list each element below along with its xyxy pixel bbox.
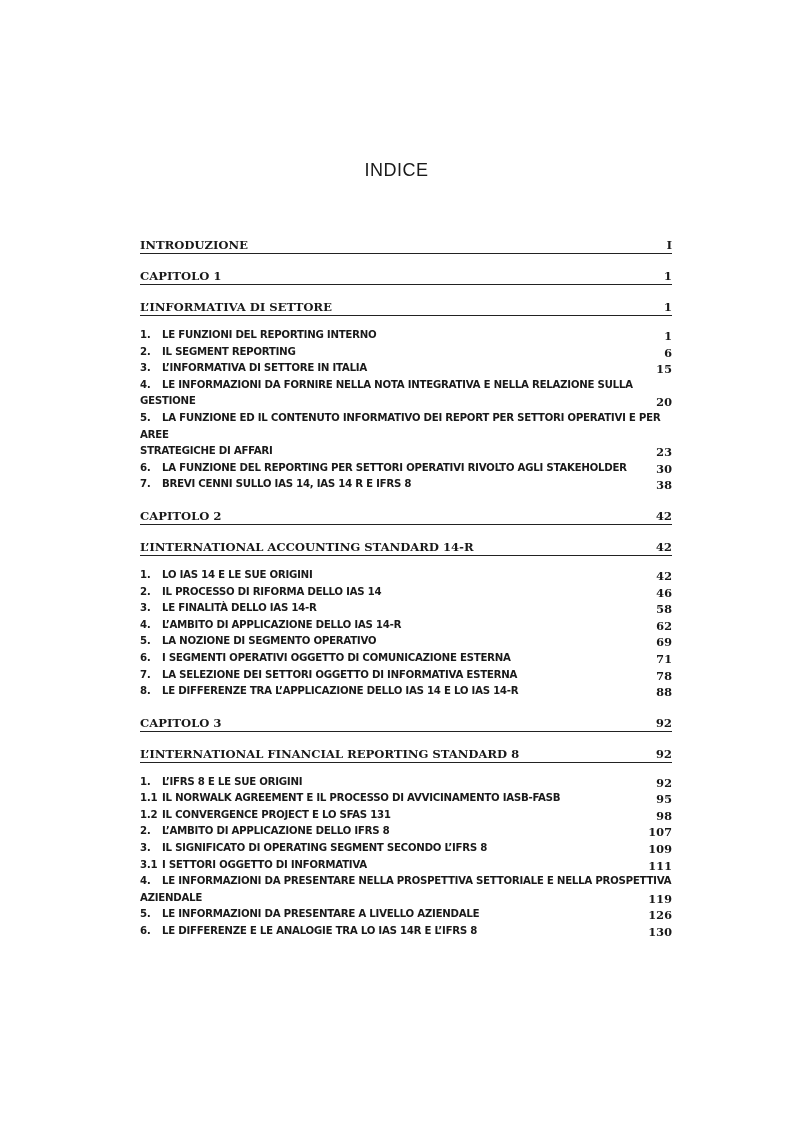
toc-entry[interactable] [140, 924, 672, 941]
entry-continuation [140, 394, 672, 411]
heading-page: 42 [655, 508, 672, 523]
entry-page: 6 [664, 345, 672, 360]
toc-entry[interactable] [140, 328, 672, 345]
entry-page: 78 [656, 668, 672, 683]
capitolo-2-entries [140, 568, 672, 701]
entry-number: 2. [140, 346, 151, 358]
entry-text-continued: STRATEGICHE DI AFFARI [140, 446, 273, 458]
entry-text: IL SIGNIFICATO DI OPERATING SEGMENT SECONDO L’IFRS 8 [162, 843, 488, 855]
entry-text: LA FUNZIONE ED IL CONTENUTO INFORMATIVO DEI REPORT PER SETTORI OPERATIVI E PER AREE [140, 412, 661, 441]
entry-text: L’INFORMATIVA DI SETTORE IN ITALIA [162, 363, 367, 375]
toc-heading-capitolo-1-title[interactable] [140, 300, 672, 316]
entry-continuation [140, 891, 672, 908]
toc-entry[interactable] [140, 874, 672, 907]
entry-number: 4. [140, 876, 151, 888]
entry-text: IL SEGMENT REPORTING [162, 346, 296, 358]
entry-page: 30 [656, 461, 672, 476]
entry-text: LE INFORMAZIONI DA PRESENTARE A LIVELLO AZIENDALE [162, 909, 480, 921]
toc-heading-capitolo-2-title[interactable] [140, 540, 672, 556]
entry-number: 1. [140, 569, 151, 581]
entry-number: 6. [140, 652, 151, 664]
toc-heading-capitolo-3-title[interactable] [140, 747, 672, 763]
heading-label: L’INTERNATIONAL FINANCIAL REPORTING STANDARD 8 [140, 746, 520, 761]
entry-text: LA SELEZIONE DEI SETTORI OGGETTO DI INFORMATIVA ESTERNA [162, 669, 518, 681]
entry-text: IL PROCESSO DI RIFORMA DELLO IAS 14 [162, 586, 382, 598]
toc-entry[interactable] [140, 684, 672, 701]
heading-page: 92 [655, 715, 672, 730]
entry-page: 1 [664, 329, 672, 343]
entry-line [140, 378, 672, 395]
entry-text: IL NORWALK AGREEMENT E IL PROCESSO DI AVVICINAMENTO IASB-FASB [162, 793, 561, 805]
entry-page: 107 [648, 825, 672, 840]
entry-number: 1.1 [140, 793, 158, 805]
entry-page: 109 [648, 842, 672, 857]
capitolo-3-entries [140, 775, 672, 941]
toc-entry[interactable] [140, 361, 672, 378]
entry-number: 5. [140, 909, 151, 921]
entry-page: 95 [656, 792, 672, 807]
toc-entry[interactable] [140, 461, 672, 478]
entry-number: 1.2 [140, 809, 158, 821]
entry-page: 58 [656, 602, 672, 617]
entry-page: 92 [656, 775, 672, 790]
entry-number: 5. [140, 412, 151, 424]
capitolo-1-entries [140, 328, 672, 494]
heading-label: INTRODUZIONE [140, 238, 248, 252]
page-title: INDICE [364, 160, 429, 180]
entry-page: 20 [656, 395, 672, 410]
entry-text: LE FUNZIONI DEL REPORTING INTERNO [162, 330, 377, 341]
table-of-contents [140, 238, 672, 956]
entry-text: L’AMBITO DI APPLICAZIONE DELLO IFRS 8 [162, 826, 390, 838]
heading-label: CAPITOLO 2 [140, 508, 222, 523]
entry-page: 23 [656, 445, 672, 460]
toc-entry[interactable] [140, 634, 672, 651]
entry-text: I SETTORI OGGETTO DI INFORMATIVA [162, 859, 367, 871]
entry-page: 111 [648, 858, 672, 873]
entry-number: 4. [140, 379, 151, 391]
entry-text: L’IFRS 8 E LE SUE ORIGINI [162, 776, 303, 788]
toc-entry[interactable] [140, 378, 672, 411]
toc-entry[interactable] [140, 411, 672, 461]
heading-page: 1 [663, 300, 672, 314]
entry-number: 3. [140, 363, 151, 375]
entry-line [140, 874, 672, 891]
toc-entry[interactable] [140, 618, 672, 635]
entry-page: 42 [656, 568, 672, 583]
toc-heading-capitolo-1[interactable] [140, 269, 672, 285]
toc-entry[interactable] [140, 568, 672, 585]
entry-number: 1. [140, 776, 151, 788]
entry-text-continued: GESTIONE [140, 396, 196, 408]
toc-entry[interactable] [140, 651, 672, 668]
entry-page: 119 [648, 891, 672, 906]
toc-entry[interactable] [140, 907, 672, 924]
entry-number: 7. [140, 479, 151, 491]
entry-number: 4. [140, 619, 151, 631]
entry-text: LO IAS 14 E LE SUE ORIGINI [162, 569, 313, 581]
entry-number: 2. [140, 826, 151, 838]
toc-entry[interactable] [140, 345, 672, 362]
entry-page: 98 [656, 808, 672, 823]
entry-number: 3. [140, 603, 151, 615]
entry-number: 6. [140, 462, 151, 474]
entry-text: L’AMBITO DI APPLICAZIONE DELLO IAS 14-R [162, 619, 402, 631]
toc-heading-capitolo-3[interactable] [140, 716, 672, 732]
entry-page: 38 [656, 478, 672, 493]
entry-continuation [140, 444, 672, 461]
toc-entry[interactable] [140, 808, 672, 825]
heading-page: 92 [655, 746, 672, 761]
toc-entry[interactable] [140, 775, 672, 792]
entry-text: BREVI CENNI SULLO IAS 14, IAS 14 R E IFRS 8 [162, 479, 412, 491]
entry-page: 126 [648, 908, 672, 923]
toc-entry[interactable] [140, 824, 672, 841]
toc-entry[interactable] [140, 477, 672, 494]
entry-text: I SEGMENTI OPERATIVI OGGETTO DI COMUNICAZIONE ESTERNA [162, 652, 511, 664]
entry-line [140, 411, 672, 444]
toc-heading-capitolo-2[interactable] [140, 509, 672, 525]
entry-number: 2. [140, 586, 151, 598]
entry-page: 62 [656, 618, 672, 633]
entry-text-continued: AZIENDALE [140, 892, 203, 904]
entry-number: 6. [140, 926, 151, 938]
heading-label: CAPITOLO 3 [140, 715, 222, 730]
toc-entry[interactable] [140, 668, 672, 685]
entry-number: 8. [140, 686, 151, 698]
entry-page: 88 [656, 685, 672, 700]
entry-text: LE FINALITÀ DELLO IAS 14-R [162, 603, 317, 615]
heading-label: CAPITOLO 1 [140, 269, 222, 283]
entry-text: LE INFORMAZIONI DA FORNIRE NELLA NOTA INTEGRATIVA E NELLA RELAZIONE SULLA [162, 379, 633, 391]
entry-text: LA FUNZIONE DEL REPORTING PER SETTORI OPERATIVI RIVOLTO AGLI STAKEHOLDER [162, 462, 627, 474]
entry-page: 130 [648, 925, 672, 940]
entry-text: LE INFORMAZIONI DA PRESENTARE NELLA PROSPETTIVA SETTORIALE E NELLA PROSPETTIVA [162, 876, 672, 888]
entry-text: IL CONVERGENCE PROJECT E LO SFAS 131 [162, 809, 391, 821]
heading-page: I [666, 238, 672, 252]
entry-text: LE DIFFERENZE TRA L’APPLICAZIONE DELLO IAS 14 E LO IAS 14-R [162, 686, 519, 698]
entry-number: 3. [140, 843, 151, 855]
toc-entry[interactable] [140, 858, 672, 875]
toc-heading-introduzione[interactable] [140, 238, 672, 254]
entry-number: 5. [140, 636, 151, 648]
entry-number: 1. [140, 330, 151, 341]
toc-entry[interactable] [140, 601, 672, 618]
heading-label: L’INFORMATIVA DI SETTORE [140, 300, 332, 314]
entry-text: LE DIFFERENZE E LE ANALOGIE TRA LO IAS 14R E L’IFRS 8 [162, 926, 478, 938]
entry-number: 3.1 [140, 859, 158, 871]
entry-page: 69 [656, 635, 672, 650]
entry-text: LA NOZIONE DI SEGMENTO OPERATIVO [162, 636, 377, 648]
toc-entry[interactable] [140, 791, 672, 808]
entry-page: 46 [656, 585, 672, 600]
toc-entry[interactable] [140, 585, 672, 602]
toc-entry[interactable] [140, 841, 672, 858]
heading-page: 42 [655, 539, 672, 554]
entry-page: 71 [656, 651, 672, 666]
entry-number: 7. [140, 669, 151, 681]
entry-page: 15 [656, 362, 672, 377]
heading-page: 1 [663, 269, 672, 283]
heading-label: L’INTERNATIONAL ACCOUNTING STANDARD 14-R [140, 539, 474, 554]
